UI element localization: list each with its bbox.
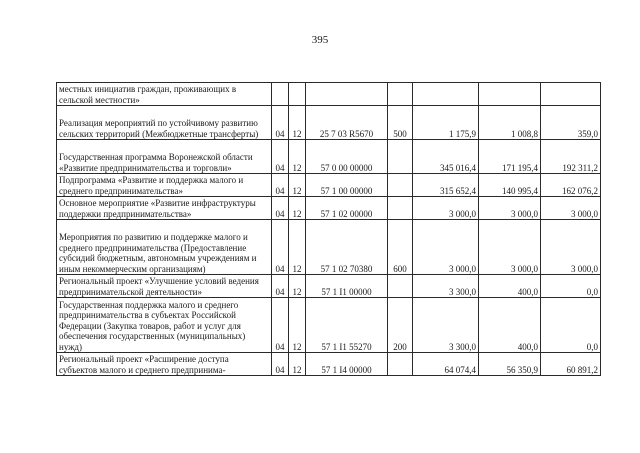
expense-type-cell: [388, 83, 413, 106]
amount-year3-cell: 359,0: [541, 106, 601, 140]
section-code-cell: 04: [272, 174, 289, 197]
expense-type-cell: 200: [388, 298, 413, 353]
target-article-cell: 57 1 00 00000: [306, 174, 388, 197]
expense-type-cell: [388, 353, 413, 376]
amount-year2-cell: 140 995,4: [479, 174, 541, 197]
table-row: [57, 83, 601, 106]
table-row: [57, 220, 601, 275]
row-name-cell: Подпрограмма «Развитие и поддержка малого и среднего предпринимательства»: [57, 174, 272, 197]
budget-table: [56, 82, 601, 376]
amount-year2-cell: 3 000,0: [479, 197, 541, 220]
amount-year2-cell: 400,0: [479, 298, 541, 353]
table-body: [57, 83, 601, 376]
row-name-cell: Государственная поддержка малого и среднего предпринимательства в субъектах Российской Федерации (Закупка товаров, работ и услуг для обеспечения государственных (муниципальных) нужд): [57, 298, 272, 353]
table-row: [57, 174, 601, 197]
amount-year3-cell: 192 311,2: [541, 140, 601, 174]
expense-type-cell: [388, 174, 413, 197]
subsection-code-cell: 12: [289, 275, 306, 298]
target-article-cell: 57 1 I1 55270: [306, 298, 388, 353]
subsection-code-cell: 12: [289, 106, 306, 140]
section-code-cell: 04: [272, 298, 289, 353]
page-number: 395: [311, 34, 329, 46]
target-article-cell: 57 1 02 00000: [306, 197, 388, 220]
amount-year2-cell: 3 000,0: [479, 220, 541, 275]
subsection-code-cell: 12: [289, 140, 306, 174]
expense-type-cell: 500: [388, 106, 413, 140]
amount-year1-cell: 64 074,4: [413, 353, 479, 376]
target-article-cell: 57 1 02 70380: [306, 220, 388, 275]
subsection-code-cell: 12: [289, 298, 306, 353]
row-name-cell: Региональный проект «Расширение доступа субъектов малого и среднего предпринима-: [57, 353, 272, 376]
row-name-cell: Основное мероприятие «Развитие инфраструктуры поддержки предпринимательства»: [57, 197, 272, 220]
row-name-cell: Мероприятия по развитию и поддержке малого и среднего предпринимательства (Предоставление субсидий бюджетным, автономным учреждениям и иным некоммерческим организациям): [57, 220, 272, 275]
subsection-code-cell: 12: [289, 197, 306, 220]
amount-year1-cell: [413, 83, 479, 106]
amount-year1-cell: 315 652,4: [413, 174, 479, 197]
amount-year3-cell: [541, 83, 601, 106]
section-code-cell: 04: [272, 197, 289, 220]
table-row: [57, 140, 601, 174]
amount-year3-cell: 0,0: [541, 275, 601, 298]
amount-year3-cell: 0,0: [541, 298, 601, 353]
amount-year3-cell: 60 891,2: [541, 353, 601, 376]
section-code-cell: 04: [272, 275, 289, 298]
amount-year2-cell: 171 195,4: [479, 140, 541, 174]
section-code-cell: 04: [272, 353, 289, 376]
amount-year2-cell: [479, 83, 541, 106]
subsection-code-cell: 12: [289, 353, 306, 376]
table-row: [57, 275, 601, 298]
target-article-cell: 57 1 I4 00000: [306, 353, 388, 376]
expense-type-cell: [388, 140, 413, 174]
subsection-code-cell: 12: [289, 220, 306, 275]
table-row: [57, 353, 601, 376]
expense-type-cell: 600: [388, 220, 413, 275]
amount-year3-cell: 3 000,0: [541, 220, 601, 275]
amount-year2-cell: 1 008,8: [479, 106, 541, 140]
section-code-cell: [272, 83, 289, 106]
section-code-cell: 04: [272, 140, 289, 174]
amount-year1-cell: 3 300,0: [413, 275, 479, 298]
expense-type-cell: [388, 275, 413, 298]
amount-year1-cell: 1 175,9: [413, 106, 479, 140]
subsection-code-cell: [289, 83, 306, 106]
amount-year3-cell: 3 000,0: [541, 197, 601, 220]
amount-year2-cell: 56 350,9: [479, 353, 541, 376]
table-row: [57, 106, 601, 140]
table-row: [57, 197, 601, 220]
target-article-cell: 25 7 03 R5670: [306, 106, 388, 140]
target-article-cell: 57 0 00 00000: [306, 140, 388, 174]
row-name-cell: местных инициатив граждан, проживающих в сельской местности»: [57, 83, 272, 106]
subsection-code-cell: 12: [289, 174, 306, 197]
amount-year1-cell: 345 016,4: [413, 140, 479, 174]
target-article-cell: 57 1 I1 00000: [306, 275, 388, 298]
target-article-cell: [306, 83, 388, 106]
table-row: [57, 298, 601, 353]
amount-year3-cell: 162 076,2: [541, 174, 601, 197]
amount-year1-cell: 3 000,0: [413, 197, 479, 220]
row-name-cell: Региональный проект «Улучшение условий ведения предпринимательской деятельности»: [57, 275, 272, 298]
amount-year2-cell: 400,0: [479, 275, 541, 298]
section-code-cell: 04: [272, 220, 289, 275]
section-code-cell: 04: [272, 106, 289, 140]
row-name-cell: Реализация мероприятий по устойчивому развитию сельских территорий (Межбюджетные трансферты): [57, 106, 272, 140]
amount-year1-cell: 3 300,0: [413, 298, 479, 353]
expense-type-cell: [388, 197, 413, 220]
row-name-cell: Государственная программа Воронежской области «Развитие предпринимательства и торговли»: [57, 140, 272, 174]
amount-year1-cell: 3 000,0: [413, 220, 479, 275]
